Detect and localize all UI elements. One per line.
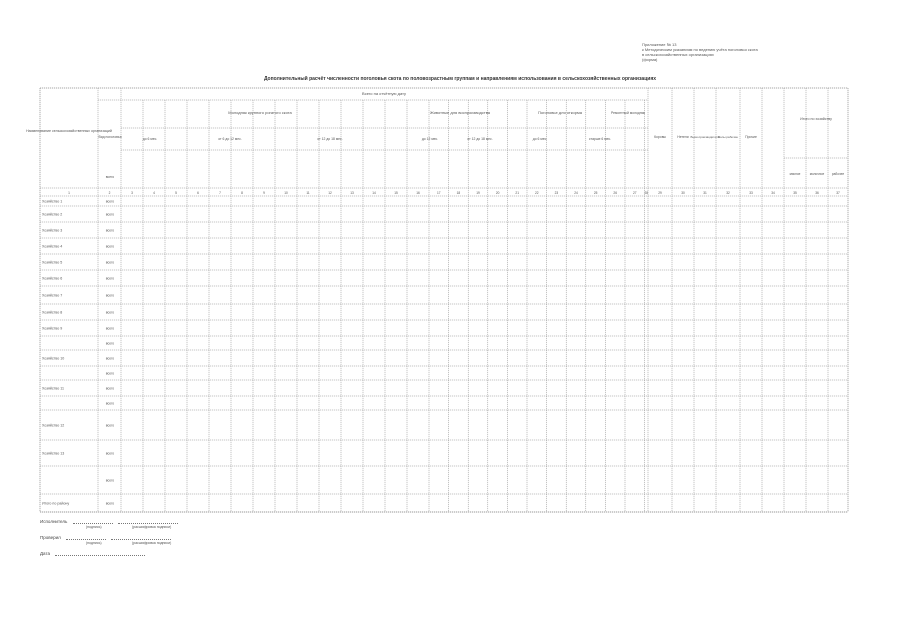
header-oxen: Волы рабочие [718,135,738,139]
header-last: Итого по хозяйству [800,117,832,121]
column-number: 30 [681,191,685,195]
header-heifers: Нетели [677,135,689,139]
column-number: 31 [703,191,707,195]
column-number: 19 [476,191,480,195]
column-number: 6 [197,191,199,195]
column-number: 15 [394,191,398,195]
row-name: Хозяйство 1 [42,199,63,204]
column-number: 2 [108,191,111,195]
column-number: 22 [535,191,539,195]
row-kind: всего [105,356,115,361]
executor-signature-line [73,518,113,524]
row-kind: всего [105,501,115,506]
column-number: 26 [613,191,617,195]
column-number: 35 [793,191,797,195]
column-number: 32 [726,191,730,195]
column-number: 36 [815,191,819,195]
column-number: 20 [495,191,500,195]
executor-sub-name: (расшифровка подписи) [132,525,172,529]
date-line [55,550,145,556]
executor-name-line [118,518,178,524]
header-subgroup: до 6 мес. [532,137,548,141]
row-name: Хозяйство 8 [42,310,63,315]
column-number: 24 [574,191,578,195]
row-name: Хозяйство 3 [42,228,63,233]
checked-label: Проверил [40,535,61,540]
column-number: 4 [153,191,155,195]
header-sublast: рабочее [831,172,845,176]
row-kind: всего [105,326,115,331]
column-number: 27 [633,191,637,195]
row-kind: всего [105,199,115,204]
row-kind: всего [105,341,115,346]
column-number: 28 [644,191,649,195]
row-kind: всего [105,276,115,281]
header-subgroup: от 12 до 18 мес. [467,137,493,141]
column-number: 18 [456,191,461,195]
row-kind: всего [105,401,115,406]
column-number: 1 [68,191,70,195]
header-kind: Вид поголовья [98,135,122,139]
column-number: 14 [372,191,376,195]
header-subgroup: от 6 до 12 мес. [218,137,242,141]
header-subgroup: старше 6 мес. [588,137,612,141]
row-kind: всего [105,212,115,217]
header-group-fattening: Поголовье для откорма [538,110,582,115]
header-group-replacement: Ремонтный молодняк [611,111,645,115]
executor-label: Исполнитель [40,519,68,524]
header-subgroup: от 12 до 18 мес. [317,137,343,141]
executor-sub-sign: (подпись) [86,525,102,529]
column-number: 33 [749,191,753,195]
row-name: Хозяйство 7 [42,293,63,298]
column-number: 37 [836,191,840,195]
row-name: Хозяйство 11 [42,386,64,391]
header-name: Наименование сельскохозяйственных организаций [26,129,112,133]
header-subgroup: до 12 мес. [421,137,439,141]
appendix-line: (форма) [642,57,658,62]
column-number: 13 [350,191,354,195]
checked-sub-name: (расшифровка подписи) [132,541,172,545]
header-subgroup: до 6 мес. [142,137,158,141]
row-name: Хозяйство 5 [42,260,63,265]
row-kind: всего [105,423,115,428]
column-number: 16 [416,191,420,195]
column-number: 25 [593,191,598,195]
row-kind: всего [105,244,115,249]
column-number: 8 [241,191,243,195]
column-number: 3 [131,191,133,195]
column-number: 12 [328,191,332,195]
row-name: Хозяйство 6 [42,276,63,281]
appendix-line: к Методическим указаниям по ведению учёта поголовья скота [642,47,758,52]
row-name: Итого по району [42,501,70,506]
header-cows: Коровы [654,135,666,139]
column-number: 10 [284,191,288,195]
header-sublast: молочное [809,172,825,176]
row-kind: всего [105,293,115,298]
row-name: Хозяйство 10 [42,356,65,361]
row-kind: всего [105,310,115,315]
column-number: 29 [658,191,662,195]
header-sublast: мясное [789,172,801,176]
column-number: 17 [437,191,441,195]
row-name: Хозяйство 2 [42,212,63,217]
column-number: 21 [515,191,519,195]
column-number: 7 [219,191,221,195]
checked-name-line [111,534,171,540]
row-kind: всего [105,371,115,376]
checked-sub-sign: (подпись) [86,541,102,545]
row-name: Хозяйство 12 [42,423,65,428]
header-group-young: Молодняк крупного рогатого скота [228,110,292,115]
appendix-line: Приложение № 13 [642,42,677,47]
date-label: Дата [40,551,50,556]
row-kind: всего [105,228,115,233]
row-kind: всего [105,386,115,391]
column-number: 9 [263,191,265,195]
column-number: 11 [306,191,310,195]
appendix-line: в сельскохозяйственных организациях [642,52,714,57]
header-bulls: Быки-производители [690,135,720,139]
header-total: всего [105,175,115,179]
form-title: Дополнительный расчёт численности поголовья скота по половозрастным группам и направлениям использования в сельскохозяйственных организациях [263,76,657,82]
header-super-group: Всего на отчётную дату [362,91,406,96]
row-name: Хозяйство 4 [42,244,63,249]
header-group-breeding: Животные для воспроизводства [429,110,491,115]
checked-signature-line [66,534,106,540]
row-name: Хозяйство 9 [42,326,63,331]
column-number: 23 [554,191,559,195]
row-kind: всего [105,260,115,265]
row-kind: всего [105,451,115,456]
row-kind: всего [105,478,115,483]
column-number: 5 [175,191,177,195]
column-number: 34 [771,191,775,195]
header-other: Прочие [745,135,757,139]
row-name: Хозяйство 13 [42,451,65,456]
